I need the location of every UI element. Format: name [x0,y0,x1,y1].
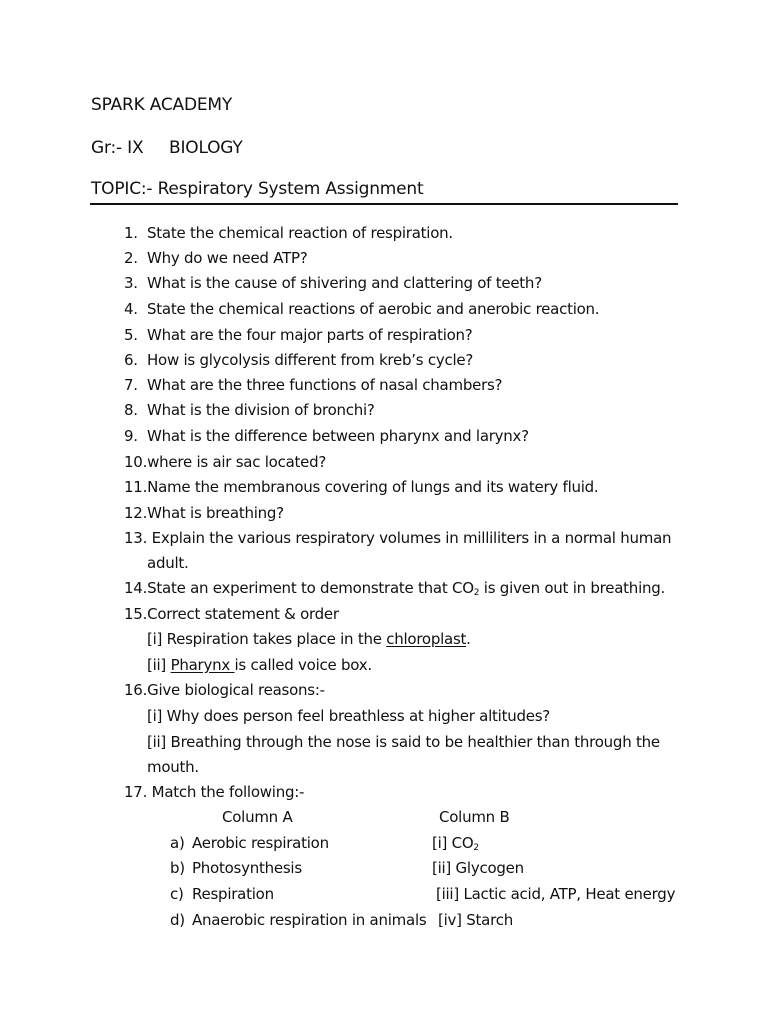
sub-question-text: [ii] Breathing through the nose is said to be healthier than through the [147,733,660,751]
question-number: 1. [124,224,138,242]
question-number: 8. [124,401,138,419]
match-letter: a) [170,834,185,852]
match-letter: d) [170,911,185,929]
topic-title: TOPIC:- Respiratory System Assignment [91,179,424,199]
title-underline [90,203,678,205]
question-text: 10.where is air sac located? [124,453,327,471]
grade-subject-line [91,138,243,158]
column-b-item: [i] $CO_2$ [432,834,479,853]
match-letter: c) [170,885,184,903]
question-text: What is the difference between pharynx and larynx? [147,427,529,445]
question-number: 7. [124,376,138,394]
question-text: What are the four major parts of respiration? [147,326,473,344]
column-a-item: Anaerobic respiration in animals [192,911,427,929]
column-b-header: Column B [439,808,510,826]
question-text: State the chemical reaction of respiration. [147,224,453,242]
question-text: 12.What is breathing? [124,504,284,522]
question-number: 2. [124,249,138,267]
sub-question-text: mouth. [147,758,199,776]
question-text: adult. [147,554,189,572]
column-b-item: [iv] Starch [438,911,513,929]
question-number: 3. [124,274,138,292]
question-number: 5. [124,326,138,344]
column-a-item: Respiration [192,885,274,903]
question-text: 17. Match the following:- [124,783,305,801]
question-text: How is glycolysis different from kreb’s cycle? [147,351,474,369]
question-number: 9. [124,427,138,445]
grade-label: Gr:- IX [91,138,144,158]
column-a-header: Column A [222,808,293,826]
sub-question-text: [i] Why does person feel breathless at higher altitudes? [147,707,550,725]
column-b-item: [iii] Lactic acid, ATP, Heat energy [436,885,676,903]
question-text: 15.Correct statement & order [124,605,339,623]
question-text: Why do we need ATP? [147,249,308,267]
question-text: 14.State an experiment to demonstrate that $CO_2$ is given out in breathing. [124,579,666,598]
question-text: What is the cause of shivering and clattering of teeth? [147,274,542,292]
question-text: 16.Give biological reasons:- [124,681,325,699]
question-text: What are the three functions of nasal chambers? [147,376,503,394]
column-a-item: Aerobic respiration [192,834,329,852]
underlined-word: Pharynx [170,656,235,674]
column-a-item: Photosynthesis [192,859,302,877]
question-text: 11.Name the membranous covering of lungs and its watery fluid. [124,478,599,496]
question-text: State the chemical reactions of aerobic and anerobic reaction. [147,300,600,318]
question-text: What is the division of bronchi? [147,401,375,419]
question-number: 6. [124,351,138,369]
underlined-word: chloroplast [386,630,467,648]
column-b-item: [ii] Glycogen [432,859,524,877]
school-name: SPARK ACADEMY [91,95,233,115]
sub-question-text: [i] Respiration takes place in the chloroplast. [147,630,471,648]
match-letter: b) [170,859,185,877]
question-text: 13. Explain the various respiratory volumes in milliliters in a normal human [124,529,672,547]
question-number: 4. [124,300,138,318]
subject-label: BIOLOGY [169,138,243,158]
sub-question-text: [ii] Pharynx is called voice box. [147,656,372,674]
